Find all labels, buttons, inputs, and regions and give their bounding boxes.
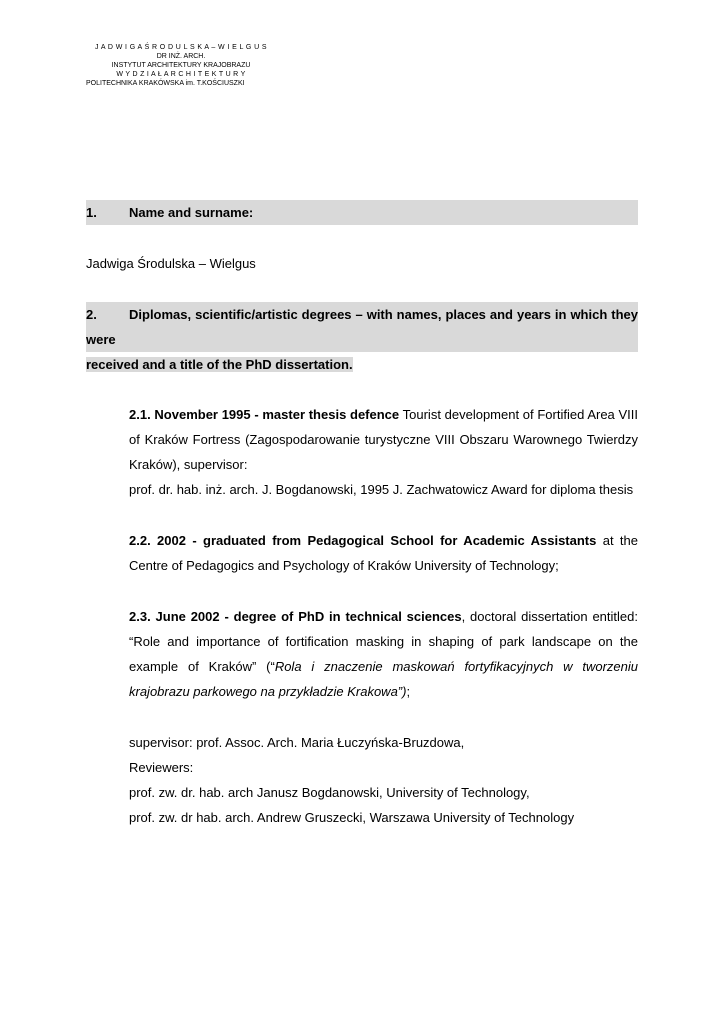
item-2-1	[86, 402, 638, 502]
letterhead-institute: INSTYTUT ARCHITEKTURY KRAJOBRAZU	[111, 62, 251, 69]
section-2-heading-line-1	[86, 302, 638, 352]
item-2-3-text: , doctoral dissertation entitled: “Role and importance of fortification masking in shaping of park landscape on the example of Kraków” (“	[129, 609, 638, 674]
reviewer-2: prof. zw. dr hab. arch. Andrew Gruszecki, Warszawa University of Technology	[129, 810, 575, 825]
section-2-title-line-1: Diplomas, scientific/artistic degrees – with names, places and years in which they were	[86, 307, 638, 347]
item-2-1-text: Tourist development of Fortified Area VIII of Kraków Fortress (Zagospodarowanie turystyczne VIII Obszaru Warownego Twierdzy Kraków), supervisor:	[129, 407, 638, 472]
item-2-2-text: at the Centre of Pedagogics and Psychology of Kraków University of Technology;	[129, 533, 638, 573]
letterhead-university: POLITECHNIKA KRAKÓWSKA im. T.KOŚCIUSZKI	[86, 80, 245, 87]
item-2-2-bold: 2.2. 2002 - graduated from Pedagogical School for Academic Assistants	[129, 533, 597, 548]
item-2-2	[86, 528, 638, 578]
section-1-title: Name and surname:	[129, 205, 254, 220]
item-2-3-italic: Rola i znaczenie maskowań fortyfikacyjnych w tworzeniu krajobrazu parkowego na przykładzie Krakowa”)	[129, 659, 638, 699]
item-2-3-text-end: ;	[406, 684, 411, 699]
item-2-1-line-2: prof. dr. hab. inż. arch. J. Bogdanowski, 1995 J. Zachwatowicz Award for diploma thesis	[129, 482, 634, 497]
reviewers-label: Reviewers:	[129, 760, 194, 775]
letterhead	[86, 43, 276, 88]
document-body	[86, 200, 638, 830]
section-2-number: 2.	[86, 307, 97, 322]
section-2-heading	[86, 302, 638, 377]
supervision-block	[86, 730, 638, 830]
letterhead-faculty: W Y D Z I A Ł A R C H I T E K T U R Y	[116, 71, 246, 78]
section-1-heading	[86, 200, 638, 225]
supervisor-line: supervisor: prof. Assoc. Arch. Maria Łuczyńska-Bruzdowa,	[129, 735, 465, 750]
section-1-number: 1.	[86, 205, 97, 220]
reviewer-1: prof. zw. dr. hab. arch Janusz Bogdanowski, University of Technology,	[129, 785, 530, 800]
letterhead-degree: DR INŻ. ARCH.	[156, 53, 206, 60]
section-1-heading-line	[86, 200, 638, 225]
letterhead-name: J A D W I G A Ś R O D U L S K A – W I E L G U S	[95, 44, 267, 51]
section-1-value: Jadwiga Środulska – Wielgus	[86, 256, 256, 271]
section-2-title-line-2: received and a title of the PhD dissertation.	[86, 357, 353, 372]
item-2-3-bold: 2.3. June 2002 - degree of PhD in technical sciences	[129, 609, 462, 624]
item-2-3	[86, 604, 638, 704]
item-2-1-bold: 2.1. November 1995 - master thesis defence	[129, 407, 400, 422]
